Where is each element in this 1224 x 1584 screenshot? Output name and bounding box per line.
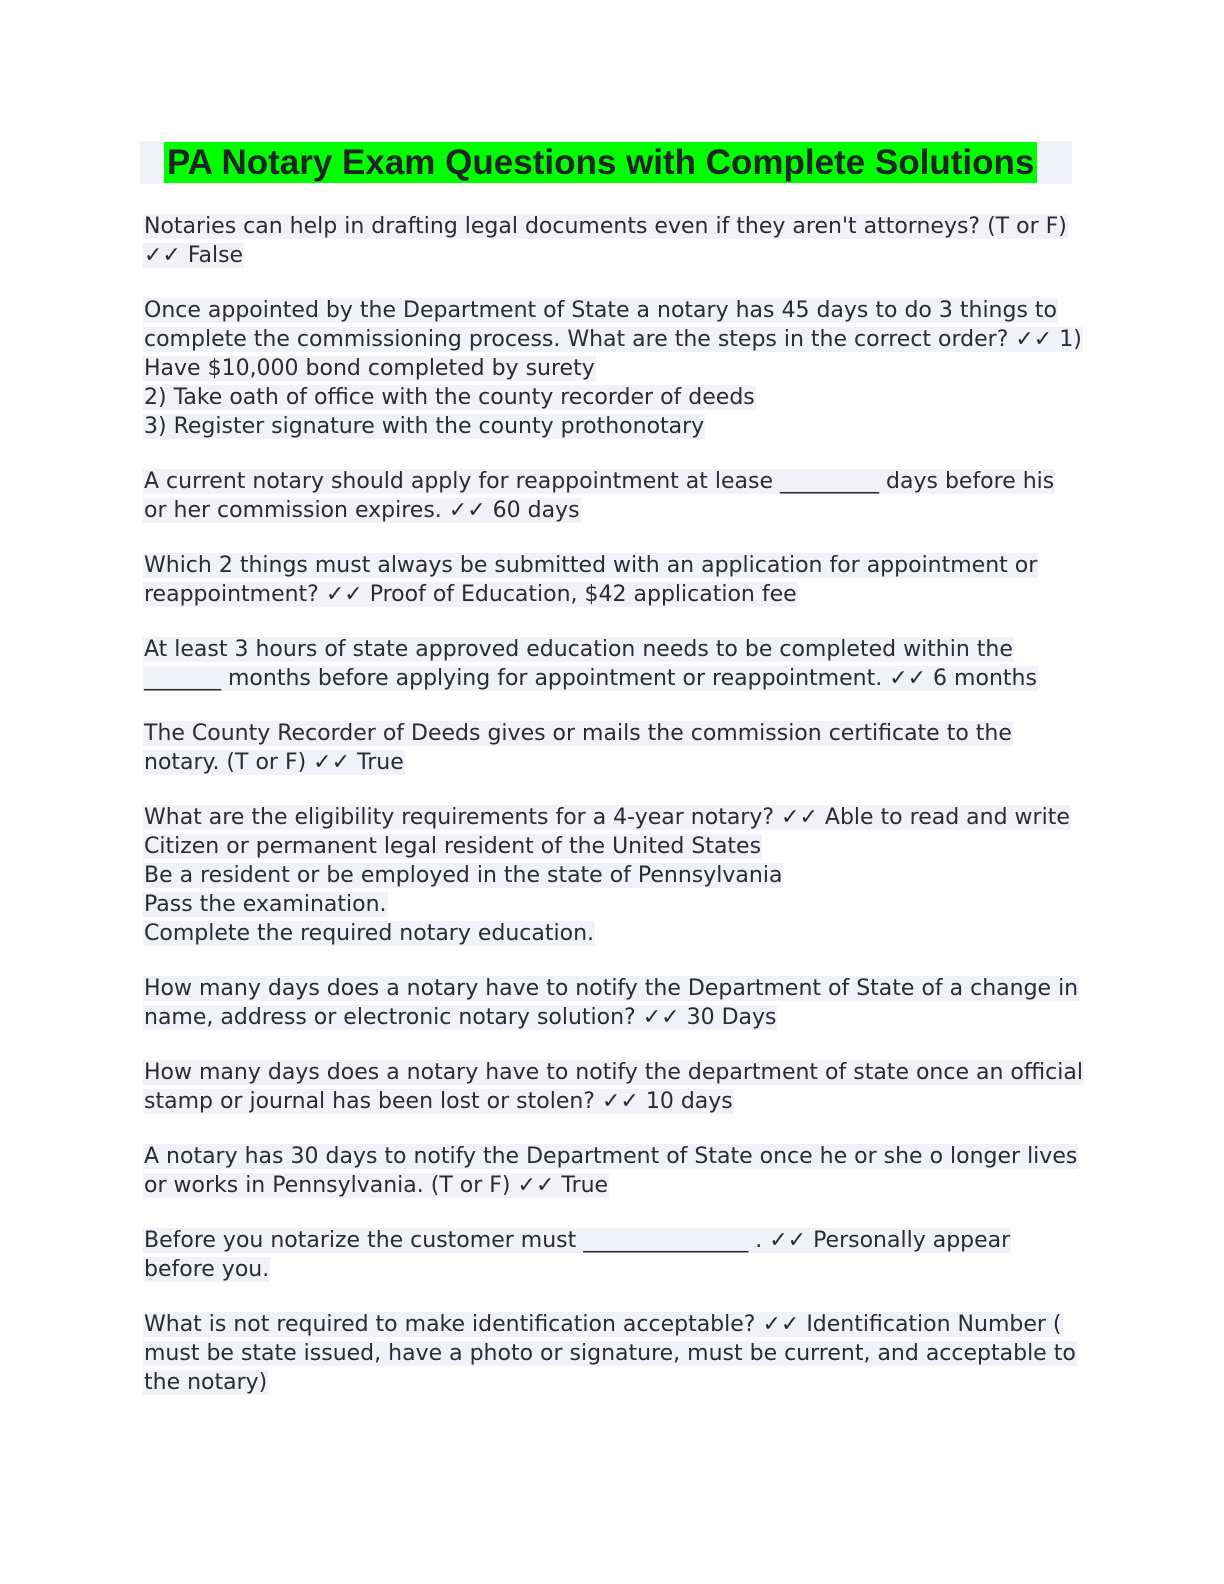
qa-item: [143, 1226, 1083, 1284]
qa-item-text: A notary has 30 days to notify the Department of State once he or she o longer lives or works in Pennsylvania. (T or F) ✓✓ True: [144, 1144, 1078, 1198]
qa-item: [143, 1310, 1083, 1397]
qa-item-text: Which 2 things must always be submitted with an application for appointment or reappointment? ✓✓ Proof of Education, $42 application fee: [144, 553, 1038, 607]
qa-item: [143, 212, 1083, 270]
document-title: PA Notary Exam Questions with Complete Solutions: [164, 142, 1037, 183]
qa-item-text: What is not required to make identification acceptable? ✓✓ Identification Number ( must be state issued, have a photo or signature, must be current, and acceptable to the notary): [144, 1312, 1076, 1395]
qa-item-text: At least 3 hours of state approved education needs to be completed within the _______ months before applying for appointment or reappointment. ✓✓ 6 months: [144, 637, 1037, 691]
qa-item-text: How many days does a notary have to notify the department of state once an official stamp or journal has been lost or stolen? ✓✓ 10 days: [144, 1060, 1083, 1114]
qa-item-text: A current notary should apply for reappointment at lease _________ days before his or her commission expires. ✓✓ 60 days: [144, 469, 1055, 523]
qa-item: [143, 635, 1083, 693]
qa-item-text: How many days does a notary have to notify the Department of State of a change in name, address or electronic notary solution? ✓✓ 30 Days: [144, 976, 1079, 1030]
qa-item-text: Notaries can help in drafting legal documents even if they aren't attorneys? (T or F) ✓✓ False: [144, 214, 1067, 268]
qa-item: [143, 467, 1083, 525]
qa-item: [143, 719, 1083, 777]
qa-item: [143, 1058, 1083, 1116]
qa-item: [143, 1142, 1083, 1200]
qa-item: [143, 974, 1083, 1032]
qa-list: [143, 212, 1083, 1397]
qa-item: [143, 551, 1083, 609]
qa-item-text: What are the eligibility requirements for a 4-year notary? ✓✓ Able to read and write Citizen or permanent legal resident of the United States Be a resident or be employed in the state of Pennsylvania Pass the examination. Complete the required notary education.: [144, 805, 1070, 946]
qa-item: [143, 803, 1083, 948]
qa-item: [143, 296, 1083, 441]
qa-item-text: The County Recorder of Deeds gives or mails the commission certificate to the notary. (T or F) ✓✓ True: [144, 721, 1012, 775]
qa-item-text: Once appointed by the Department of State a notary has 45 days to do 3 things to complete the commissioning process. What are the steps in the correct order? ✓✓ 1) Have $10,000 bond completed by surety 2) Take oath of office with the county recorder of deeds 3) Register signature with the county prothonotary: [144, 298, 1082, 439]
qa-item-text: Before you notarize the customer must _______________ . ✓✓ Personally appear before you.: [144, 1228, 1011, 1282]
